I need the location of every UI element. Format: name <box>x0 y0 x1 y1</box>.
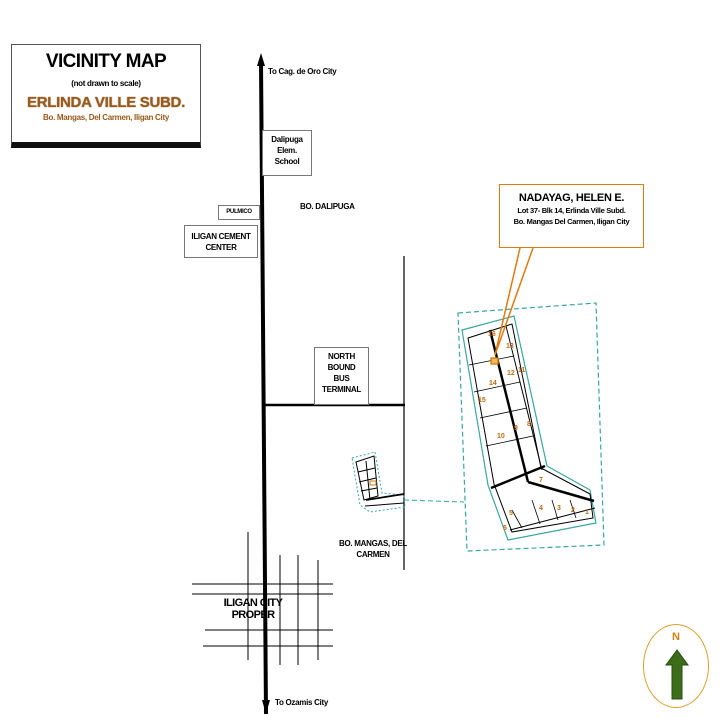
cement-landmark <box>184 225 258 258</box>
map-title: VICINITY MAP <box>45 51 167 72</box>
owner-lot: Lot 37- Blk 14, Erlinda Ville Subd. <box>517 206 626 215</box>
title-block <box>11 44 201 148</box>
lot-number: 8 <box>527 421 531 428</box>
lot-number: 12 <box>507 370 515 377</box>
pulmico-landmark: PULMICO <box>218 205 260 220</box>
lot-number: 2 <box>571 507 575 514</box>
north-arrow-badge <box>643 624 709 708</box>
school-label-line: Elem. <box>277 146 297 155</box>
school-landmark <box>262 130 312 176</box>
north-letter: N <box>672 631 680 643</box>
city-proper-label <box>218 597 288 621</box>
school-label-line: Dalipuga <box>271 135 303 144</box>
lot-number: 1 <box>585 509 589 516</box>
north-road-arrow <box>257 53 265 66</box>
lot-number: 16 <box>488 331 496 338</box>
terminal-label-line: NORTH <box>328 352 355 361</box>
owner-name: NADAYAG, HELEN E. <box>518 192 625 204</box>
owner-callout <box>499 184 644 248</box>
subject-lot-marker <box>491 358 498 364</box>
lot-number: 10 <box>497 433 505 440</box>
north-road-label: To Cag. de Oro City <box>268 67 337 76</box>
link-dashed-line <box>404 500 464 502</box>
small-site-plan <box>352 452 405 512</box>
lot-number: 6 <box>503 525 507 532</box>
lot-number: 13 <box>506 343 514 350</box>
large-site-plan <box>458 303 604 551</box>
callout-leader <box>495 248 533 355</box>
terminal-label-line: BOUND <box>327 363 356 372</box>
lot-number: 5 <box>509 510 513 517</box>
mangas-label <box>338 538 408 560</box>
lot-number: 3 <box>557 505 561 512</box>
south-road-label: To Ozamis City <box>275 698 328 707</box>
city-label-line: ILIGAN CITY <box>223 597 283 609</box>
owner-address: Bo. Mangas Del Carmen, Iligan City <box>513 217 630 226</box>
terminal-label-line: BUS <box>333 374 350 383</box>
cement-label-line: CENTER <box>205 243 237 252</box>
subdivision-address: Bo. Mangas, Del Carmen, Iligan City <box>43 113 169 122</box>
south-road-arrow <box>262 700 270 714</box>
school-label-line: School <box>274 157 300 166</box>
scale-note: (not drawn to scale) <box>71 79 141 88</box>
lot-number: 11 <box>518 367 526 374</box>
city-label-line: PROPER <box>231 609 275 621</box>
cement-label-line: ILIGAN CEMENT <box>191 232 251 241</box>
lot-number: 4 <box>539 505 543 512</box>
bus-terminal-landmark <box>314 347 369 405</box>
dalipuga-label: BO. DALIPUGA <box>300 202 355 211</box>
terminal-label-line: TERMINAL <box>322 385 361 394</box>
subdivision-name: ERLINDA VILLE SUBD. <box>27 94 185 111</box>
lot-number: 14 <box>489 380 497 387</box>
lot-number: 7 <box>539 477 543 484</box>
mangas-label-line: BO. MANGAS, DEL <box>339 539 407 548</box>
north-arrow-icon <box>644 625 710 709</box>
lot-number: 9 <box>514 425 518 432</box>
lot-number: 15 <box>478 397 486 404</box>
mangas-label-line: CARMEN <box>356 550 390 559</box>
